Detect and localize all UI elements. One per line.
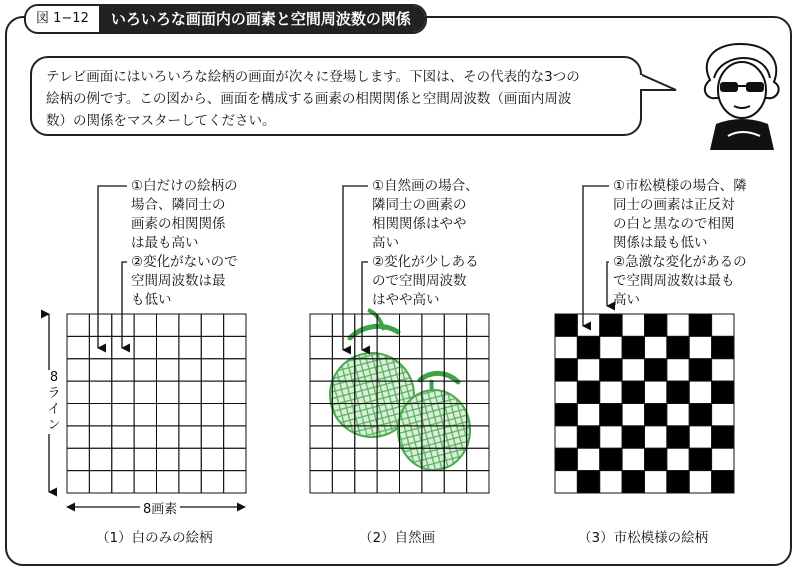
- pixel-cell: [645, 381, 667, 403]
- pixel-cell: [134, 471, 156, 493]
- pixel-cell: [179, 404, 201, 426]
- pixel-cell: [157, 359, 179, 381]
- pixel-cell: [157, 314, 179, 336]
- pixel-cell: [89, 426, 111, 448]
- pixel-cell: [67, 381, 89, 403]
- pixel-cell: [600, 359, 622, 381]
- pixel-cell: [689, 404, 711, 426]
- pixel-cell: [134, 314, 156, 336]
- pixel-cell: [667, 381, 689, 403]
- pixel-cell: [712, 471, 734, 493]
- annotation-line: ①自然画の場合、: [372, 178, 479, 194]
- pixel-cell: [467, 381, 489, 403]
- pixel-cell: [201, 336, 223, 358]
- white-pixel-grid: [67, 314, 246, 493]
- pixel-cell: [89, 381, 111, 403]
- pixel-cell: [134, 448, 156, 470]
- pixel-cell: [622, 426, 644, 448]
- annotation-line: の白と黒なので相関: [613, 216, 735, 232]
- pixel-cell: [400, 336, 422, 358]
- pixel-cell: [89, 448, 111, 470]
- pixel-cell: [600, 471, 622, 493]
- pixel-cell: [112, 381, 134, 403]
- pixel-cell: [555, 426, 577, 448]
- pixel-cell: [89, 471, 111, 493]
- pixel-cell: [689, 426, 711, 448]
- pixel-cell: [622, 381, 644, 403]
- pixel-cell: [310, 336, 332, 358]
- pixel-cell: [577, 314, 599, 336]
- pixel-cell: [179, 471, 201, 493]
- pixel-cell: [577, 404, 599, 426]
- pixel-cell: [689, 381, 711, 403]
- pixel-cell: [112, 448, 134, 470]
- pixel-cell: [67, 448, 89, 470]
- pixel-cell: [667, 471, 689, 493]
- pixel-cell: [444, 471, 466, 493]
- pixel-cell: [577, 426, 599, 448]
- pixel-cell: [667, 448, 689, 470]
- pixel-cell: [667, 359, 689, 381]
- pixel-cell: [622, 314, 644, 336]
- pixel-cell: [310, 381, 332, 403]
- pixel-cell: [577, 359, 599, 381]
- panel1-caption: （1）白のみの絵柄: [96, 530, 213, 546]
- pixel-cell: [224, 336, 246, 358]
- panel2-leader-arrows: [343, 186, 368, 350]
- annotation-line: ①白だけの絵柄の: [131, 178, 238, 194]
- pixel-cell: [422, 336, 444, 358]
- figure-title: いろいろな画面内の画素と空間周波数の関係: [99, 6, 425, 32]
- pixel-cell: [310, 359, 332, 381]
- pixel-cell: [112, 359, 134, 381]
- pixel-cell: [112, 426, 134, 448]
- pixel-cell: [179, 336, 201, 358]
- pixel-cell: [689, 448, 711, 470]
- pixel-cell: [555, 359, 577, 381]
- pixel-cell: [67, 336, 89, 358]
- pixel-cell: [134, 336, 156, 358]
- speech-line: 絵柄の例です。この図から、画面を構成する画素の相関関係と空間周波数（画面内周波: [46, 91, 572, 107]
- pixel-cell: [422, 471, 444, 493]
- pixel-cell: [555, 448, 577, 470]
- pixel-cell: [157, 381, 179, 403]
- pixel-cell: [201, 404, 223, 426]
- pixel-cell: [201, 448, 223, 470]
- pixel-cell: [112, 404, 134, 426]
- pixel-cell: [600, 404, 622, 426]
- pixel-cell: [179, 381, 201, 403]
- pixel-cell: [555, 336, 577, 358]
- speech-line: 数）の関係をマスターしてください。: [46, 113, 276, 129]
- pixel-cell: [712, 314, 734, 336]
- pixel-cell: [310, 404, 332, 426]
- annotation-line: 同士の画素は正反対: [613, 197, 735, 213]
- annotation-line: ので空間周波数: [372, 273, 467, 289]
- pixel-cell: [157, 336, 179, 358]
- pixel-cell: [467, 471, 489, 493]
- pixel-cell: [622, 359, 644, 381]
- pixel-cell: [689, 336, 711, 358]
- pixel-cell: [577, 336, 599, 358]
- pixel-cell: [600, 314, 622, 336]
- pixel-cell: [377, 471, 399, 493]
- annotation-line: 隣同士の画素の: [372, 197, 467, 213]
- annotation-line: 関係は最も低い: [613, 235, 708, 251]
- pixel-cell: [600, 448, 622, 470]
- pixel-cell: [712, 426, 734, 448]
- pixel-cell: [310, 314, 332, 336]
- pixel-cell: [201, 314, 223, 336]
- pixel-cell: [467, 336, 489, 358]
- pixel-cell: [67, 471, 89, 493]
- panel1-leader-arrows: [98, 186, 127, 348]
- pixel-cell: [712, 448, 734, 470]
- pixel-cell: [224, 404, 246, 426]
- pixel-cell: [622, 448, 644, 470]
- annotation-line: 高い: [613, 292, 640, 308]
- pixel-cell: [157, 426, 179, 448]
- pixel-cell: [444, 314, 466, 336]
- annotation-line: ②急激な変化があるの: [613, 254, 747, 270]
- pixel-cell: [667, 426, 689, 448]
- annotation-line: も低い: [131, 292, 172, 308]
- pixel-cell: [667, 314, 689, 336]
- pixel-cell: [645, 404, 667, 426]
- pixel-cell: [712, 404, 734, 426]
- pixel-cell: [555, 471, 577, 493]
- pixel-cell: [67, 426, 89, 448]
- annotation-line: は最も高い: [131, 235, 199, 251]
- pixel-cell: [577, 471, 599, 493]
- pixel-cell: [179, 359, 201, 381]
- panel3-caption: （3）市松模様の絵柄: [578, 530, 709, 546]
- pixel-cell: [201, 471, 223, 493]
- natural-image-pixel-grid: [310, 314, 489, 493]
- pixel-cell: [310, 426, 332, 448]
- pixel-cell: [67, 314, 89, 336]
- pixel-cell: [332, 448, 354, 470]
- speech-line: テレビ画面にはいろいろな絵柄の画面が次々に登場します。下図は、その代表的な3つの: [46, 69, 580, 85]
- pixel-cell: [555, 381, 577, 403]
- pixel-cell: [179, 426, 201, 448]
- pixel-cell: [355, 471, 377, 493]
- pixel-cell: [157, 448, 179, 470]
- pixel-cell: [134, 426, 156, 448]
- pixel-cell: [134, 381, 156, 403]
- pixel-cell: [467, 359, 489, 381]
- annotation-line: 画素の相関関係: [131, 216, 226, 232]
- annotation-line: 場合、隣同士の: [131, 197, 226, 213]
- y-dimension-label: 8ライン: [47, 370, 61, 433]
- annotation-line: で空間周波数は最も: [613, 273, 735, 289]
- pixel-cell: [712, 336, 734, 358]
- pixel-cell: [179, 314, 201, 336]
- pixel-cell: [645, 426, 667, 448]
- pixel-cell: [577, 381, 599, 403]
- x-dimension-label: 8画素: [140, 498, 180, 517]
- pixel-cell: [179, 448, 201, 470]
- pixel-cell: [577, 448, 599, 470]
- pixel-cell: [157, 404, 179, 426]
- pixel-cell: [224, 359, 246, 381]
- pixel-cell: [712, 359, 734, 381]
- pixel-cell: [667, 336, 689, 358]
- pixel-cell: [645, 314, 667, 336]
- pixel-cell: [112, 471, 134, 493]
- panel3-leader-arrows: [583, 186, 609, 326]
- pixel-cell: [224, 381, 246, 403]
- pixel-cell: [555, 404, 577, 426]
- panel2-caption: （2）自然画: [359, 530, 436, 546]
- annotation-line: ②変化がないので: [131, 254, 238, 270]
- pixel-cell: [89, 359, 111, 381]
- pixel-cell: [689, 359, 711, 381]
- annotation-line: 高い: [372, 235, 399, 251]
- pixel-cell: [332, 471, 354, 493]
- pixel-cell: [89, 404, 111, 426]
- pixel-cell: [310, 448, 332, 470]
- pixel-cell: [89, 336, 111, 358]
- pixel-cell: [622, 471, 644, 493]
- pixel-cell: [444, 336, 466, 358]
- pixel-cell: [645, 359, 667, 381]
- pixel-cell: [67, 404, 89, 426]
- pixel-cell: [134, 404, 156, 426]
- checkerboard-pixel-grid: [555, 314, 734, 493]
- pixel-cell: [645, 336, 667, 358]
- annotation-line: ①市松模様の場合、隣: [613, 178, 747, 194]
- pixel-cell: [400, 471, 422, 493]
- pixel-cell: [224, 448, 246, 470]
- pixel-cell: [67, 359, 89, 381]
- pixel-cell: [622, 404, 644, 426]
- pixel-cell: [600, 381, 622, 403]
- pixel-cell: [555, 314, 577, 336]
- pixel-cell: [310, 471, 332, 493]
- pixel-cell: [377, 448, 399, 470]
- pixel-cell: [689, 471, 711, 493]
- pixel-cell: [112, 336, 134, 358]
- pixel-cell: [134, 359, 156, 381]
- annotation-line: ②変化が少しある: [372, 254, 479, 270]
- pixel-cell: [622, 336, 644, 358]
- pixel-cell: [667, 404, 689, 426]
- annotation-line: 相関関係はやや: [372, 216, 467, 232]
- annotation-line: 空間周波数は最: [131, 273, 226, 289]
- pixel-cell: [645, 471, 667, 493]
- pixel-cell: [400, 314, 422, 336]
- pixel-cell: [467, 314, 489, 336]
- pixel-cell: [355, 448, 377, 470]
- pixel-cell: [422, 314, 444, 336]
- pixel-cell: [224, 426, 246, 448]
- pixel-cell: [201, 359, 223, 381]
- pixel-cell: [645, 448, 667, 470]
- pixel-cell: [89, 314, 111, 336]
- pixel-cell: [600, 336, 622, 358]
- pixel-cell: [712, 381, 734, 403]
- pixel-cell: [224, 314, 246, 336]
- pixel-cell: [224, 471, 246, 493]
- pixel-cell: [112, 314, 134, 336]
- figure-number: 図 1−12: [26, 6, 99, 32]
- pixel-cell: [201, 381, 223, 403]
- pixel-cell: [467, 448, 489, 470]
- pixel-cell: [689, 314, 711, 336]
- pixel-cell: [201, 426, 223, 448]
- pixel-cell: [157, 471, 179, 493]
- pixel-cell: [600, 426, 622, 448]
- annotation-line: はやや高い: [372, 292, 440, 308]
